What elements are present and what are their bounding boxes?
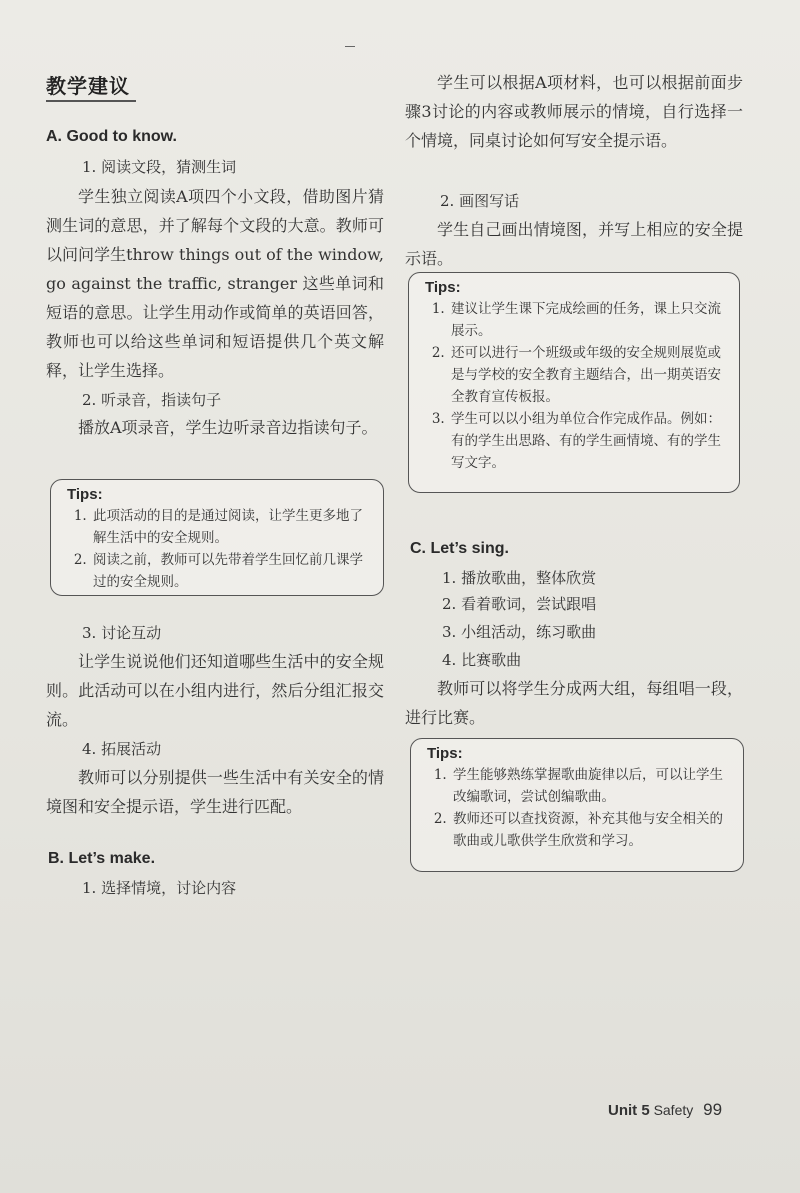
tip-item: 1. 此项活动的目的是通过阅读，让学生更多地了解生活中的安全规则。 [91, 505, 371, 549]
tip-item: 3. 学生可以以小组为单位合作完成作品。例如：有的学生出思路、有的学生画情境、有的学生写文字。 [449, 408, 727, 474]
tip-item: 2. 还可以进行一个班级或年级的安全规则展览或是与学校的安全教育主题结合，出一期英语安全教育宣传板报。 [449, 342, 727, 408]
tips-list [67, 505, 371, 593]
tip-item: 1. 学生能够熟练掌握歌曲旋律以后，可以让学生改编歌词，尝试创编歌曲。 [451, 764, 731, 808]
a-paragraph-2: 播放A项录音，学生边听录音边指读句子。 [78, 418, 378, 437]
b-step-2: 2. 画图写话 [440, 192, 520, 210]
tip-item: 1. 建议让学生课下完成绘画的任务，课上只交流展示。 [449, 298, 727, 342]
footer-unit: Unit 5 [608, 1102, 650, 1119]
tips-box-making [408, 272, 740, 493]
a-step-3: 3. 讨论互动 [82, 624, 162, 642]
c-step-2: 2. 看着歌词，尝试跟唱 [442, 595, 597, 613]
b-step-1: 1. 选择情境，讨论内容 [82, 879, 237, 897]
section-title: 教学建议 [46, 74, 130, 98]
page-number: 99 [703, 1100, 723, 1119]
c-step-3: 3. 小组活动，练习歌曲 [442, 623, 597, 641]
c-step-4: 4. 比赛歌曲 [442, 651, 522, 669]
a-paragraph-3: 让学生说说他们还知道哪些生活中的安全规则。此活动可以在小组内进行，然后分组汇报交流。 [46, 652, 384, 729]
tips-title: Tips: [425, 279, 461, 296]
title-underline [46, 100, 136, 102]
c-step-1: 1. 播放歌曲，整体欣赏 [442, 569, 597, 587]
a-paragraph-1: 学生独立阅读A项四个小文段，借助图片猜测生词的意思，并了解每个文段的大意。教师可以问问学生throw things out of the window, go against the traffic, stranger 这些单词和短语的意思。让学生用动作或简单的英语回答，教师也可以给这些单词和短语提供几个英文解释，让学生选择。 [46, 187, 384, 380]
b-paragraph-1: 学生可以根据A项材料，也可以根据前面步骤3讨论的内容或教师展示的情境，自行选择一个情境，同桌讨论如何写安全提示语。 [405, 73, 743, 150]
heading-lets-sing: C. Let’s sing. [410, 540, 509, 557]
tip-item: 2. 阅读之前，教师可以先带着学生回忆前几课学过的安全规则。 [91, 549, 371, 593]
tips-title: Tips: [427, 745, 463, 762]
tips-box-singing [410, 738, 744, 872]
tip-item: 2. 教师还可以查找资源，补充其他与安全相关的歌曲或儿歌供学生欣赏和学习。 [451, 808, 731, 852]
tips-box-reading [50, 479, 384, 596]
heading-lets-make: B. Let’s make. [48, 850, 156, 867]
heading-good-to-know: A. Good to know. [46, 128, 177, 145]
tips-title: Tips: [67, 486, 103, 503]
a-step-1: 1. 阅读文段，猜测生词 [82, 158, 237, 176]
b-paragraph-2: 学生自己画出情境图，并写上相应的安全提示语。 [405, 220, 743, 268]
top-mark [345, 46, 355, 47]
a-paragraph-4: 教师可以分别提供一些生活中有关安全的情境图和安全提示语，学生进行匹配。 [46, 768, 384, 816]
a-step-4: 4. 拓展活动 [82, 740, 162, 758]
c-paragraph: 教师可以将学生分成两大组，每组唱一段，进行比赛。 [405, 679, 743, 727]
tips-list [427, 764, 731, 852]
tips-list [425, 298, 727, 474]
page-footer [608, 1100, 722, 1120]
footer-topic: Safety [653, 1102, 694, 1118]
a-step-2: 2. 听录音，指读句子 [82, 391, 222, 409]
